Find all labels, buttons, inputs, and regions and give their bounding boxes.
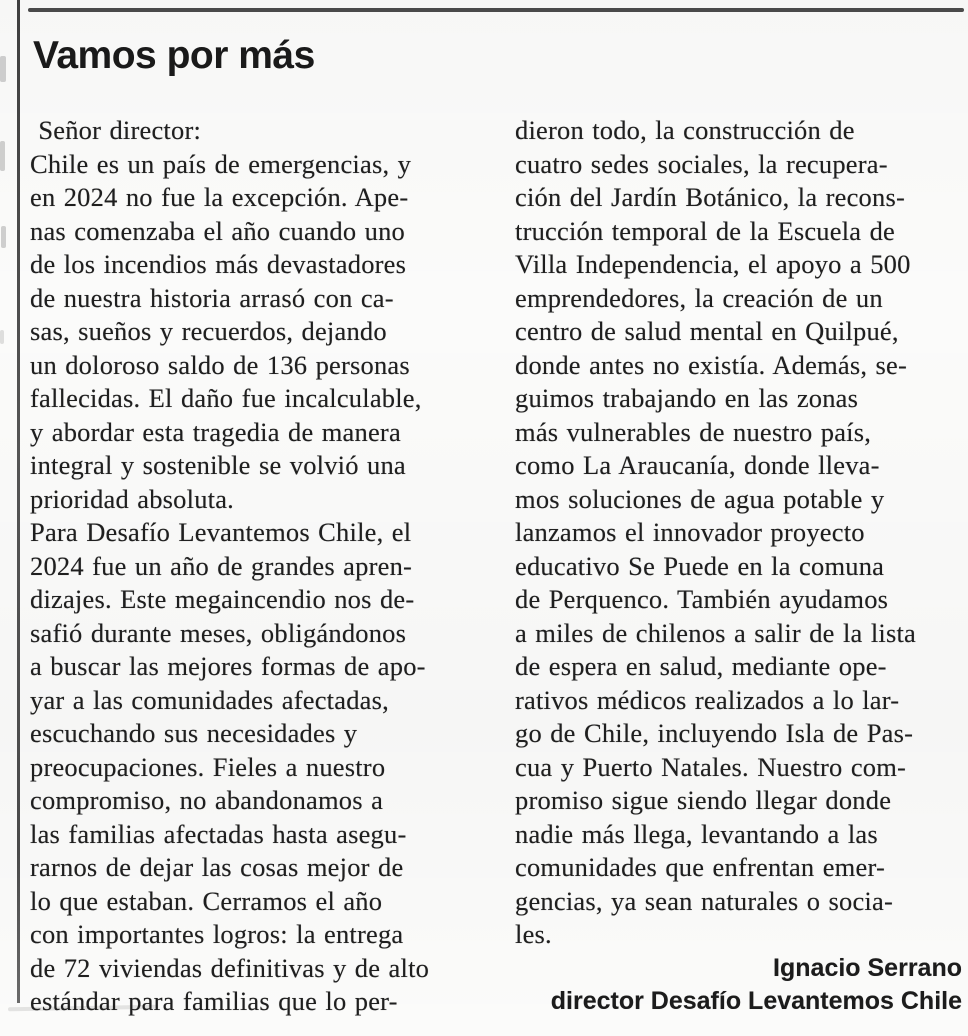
text-line: educativo Se Puede en la comuna — [515, 550, 885, 581]
text-line: promiso sigue siendo llegar donde — [515, 785, 892, 815]
text-line: cuatro sedes sociales, la recupera- — [515, 148, 888, 179]
signature-block — [515, 952, 962, 1019]
text-line: guimos trabajando en las zonas — [515, 383, 859, 413]
text-line: dieron todo, la construcción de — [515, 115, 855, 145]
text-line: prioridad absoluta. — [30, 483, 234, 514]
right-column-lines — [515, 114, 962, 952]
left-column-divider-rule — [17, 0, 20, 1003]
text-line: safió durante meses, obligándonos — [30, 617, 407, 648]
text-line: Chile es un país de emergencias, y — [30, 148, 412, 179]
text-line: 2024 fue un año de grandes apren- — [30, 550, 413, 581]
text-line: rarnos de dejar las cosas mejor de — [30, 852, 404, 882]
text-line: integral y sostenible se volvió una — [30, 450, 406, 480]
text-line: fallecidas. El daño fue incalculable, — [30, 383, 422, 413]
text-line: a buscar las mejores formas de apo- — [30, 651, 426, 681]
scan-artifact — [0, 56, 6, 82]
text-line: Para Desafío Levantemos Chile, el — [30, 517, 412, 547]
text-line: estándar para familias que lo per- — [30, 986, 398, 1016]
text-line: preocupaciones. Fieles a nuestro — [30, 751, 386, 782]
article-body — [30, 114, 962, 1019]
text-line: cua y Puerto Natales. Nuestro com- — [515, 751, 907, 782]
text-line: rativos médicos realizados a lo lar- — [515, 684, 900, 715]
text-line: de Perquenco. También ayudamos — [515, 584, 889, 614]
text-line: gencias, ya sean naturales o socia- — [515, 885, 893, 916]
text-line: como La Araucanía, donde lleva- — [515, 450, 880, 480]
text-line: centro de salud mental en Quilpué, — [515, 316, 899, 346]
scan-artifact — [0, 141, 5, 171]
text-line: emprendedores, la creación de un — [515, 282, 883, 313]
signature-name: Ignacio Serrano — [773, 953, 962, 982]
scan-artifact — [1, 226, 6, 248]
text-line: lanzamos el innovador proyecto — [515, 517, 865, 547]
text-line: las familias afectadas hasta asegu- — [30, 818, 407, 849]
text-line: sas, sueños y recuerdos, dejando — [30, 316, 387, 346]
text-line: escuchando sus necesidades y — [30, 718, 358, 748]
text-line: Villa Independencia, el apoyo a 500 — [515, 249, 911, 279]
text-line: ción del Jardín Botánico, la recons- — [515, 182, 905, 212]
text-line: compromiso, no abandonamos a — [30, 785, 384, 815]
text-line: donde antes no existía. Además, se- — [515, 349, 908, 380]
text-line: de nuestra historia arrasó con ca- — [30, 282, 394, 313]
text-line: yar a las comunidades afectadas, — [30, 684, 389, 715]
text-line: go de Chile, incluyendo Isla de Pas- — [515, 718, 914, 748]
top-horizontal-rule — [28, 8, 964, 12]
text-line: más vulnerables de nuestro país, — [515, 416, 872, 447]
text-line: de los incendios más devastadores — [30, 249, 407, 279]
text-line: de 72 viviendas definitivas y de alto — [30, 952, 430, 983]
text-line: dizajes. Este megaincendio nos de- — [30, 584, 415, 614]
text-line: lo que estaban. Cerramos el año — [30, 885, 383, 916]
text-line: de espera en salud, mediante ope- — [515, 651, 887, 681]
article-title: Vamos por más — [33, 34, 315, 77]
text-line: trucción temporal de la Escuela de — [515, 215, 895, 246]
text-line: comunidades que enfrentan emer- — [515, 852, 885, 882]
right-column — [515, 114, 962, 1019]
left-column — [30, 114, 477, 1019]
text-line: y abordar esta tragedia de manera — [30, 416, 401, 447]
signature-role: director Desafío Levantemos Chile — [550, 987, 962, 1015]
text-line: Señor director: — [30, 115, 202, 145]
text-line: a miles de chilenos a salir de la lista — [515, 617, 916, 648]
text-line: en 2024 no fue la excepción. Ape- — [30, 182, 409, 212]
text-line: les. — [515, 919, 552, 949]
text-line: un doloroso saldo de 136 personas — [30, 349, 410, 380]
text-line: mos soluciones de agua potable y — [515, 483, 885, 514]
scan-artifact — [0, 330, 4, 344]
text-line: nadie más llega, levantando a las — [515, 818, 878, 849]
text-line: nas comenzaba el año cuando uno — [30, 215, 405, 246]
text-line: con importantes logros: la entrega — [30, 919, 404, 949]
